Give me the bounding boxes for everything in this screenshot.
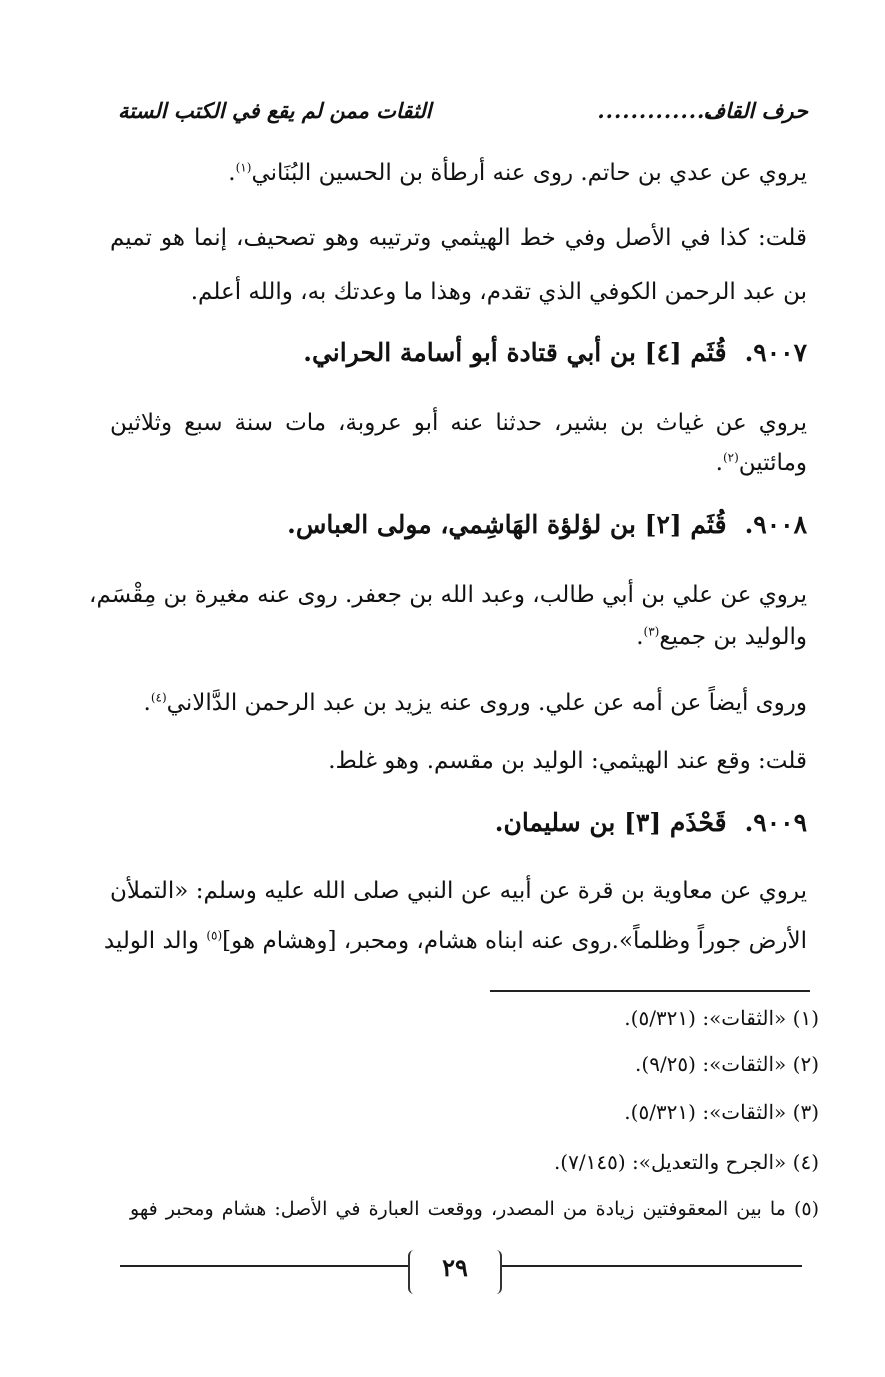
footnote-5: (٥) ما بين المعقوفتين زيادة من المصدر، ووقعت العبارة في الأصل: هشام ومحبر فهو bbox=[130, 1198, 819, 1220]
footnote-ref: (٤) bbox=[150, 690, 167, 705]
bottom-rule-right bbox=[496, 1265, 802, 1267]
section-name: حرف القاف bbox=[703, 98, 808, 123]
paragraph-line: يروي عن غياث بن بشير، حدثنا عنه أبو عروبة، مات سنة سبع وثلاثين bbox=[110, 410, 807, 436]
paragraph-line bbox=[103, 928, 807, 956]
line-end: . bbox=[228, 160, 236, 186]
page-number: ٢٩ bbox=[408, 1250, 502, 1294]
paragraph-line: قلت: وقع عند الهيثمي: الوليد بن مقسم. وهو غلط. bbox=[328, 748, 807, 774]
entry-number: ٩٠٠٨. bbox=[744, 510, 807, 539]
footnote-1: (١) «الثقات»: (٥/٣٢١). bbox=[624, 1006, 819, 1030]
running-header bbox=[118, 98, 808, 138]
entry-number: ٩٠٠٧. bbox=[744, 338, 807, 367]
line-end: . bbox=[143, 690, 151, 716]
footnote-ref: (٢) bbox=[722, 450, 739, 465]
bottom-rule-left bbox=[120, 1265, 410, 1267]
line-text: ومائتين bbox=[738, 450, 807, 476]
paragraph-line bbox=[716, 450, 807, 478]
entry-title: قُثَم [٢] بن لؤلؤة الهَاشِمي، مولى العباس. bbox=[287, 510, 727, 539]
paragraph-line: قلت: كذا في الأصل وفي خط الهيثمي وترتيبه وهو تصحيف، إنما هو تميم bbox=[110, 225, 807, 251]
footnote-4: (٤) «الجرح والتعديل»: (٧/١٤٥). bbox=[553, 1150, 819, 1174]
footnote-ref: (١) bbox=[235, 160, 252, 175]
paragraph-line: يروي عن معاوية بن قرة عن أبيه عن النبي صلى الله عليه وسلم: «التملأن bbox=[110, 878, 807, 904]
line-text: والوليد بن جميع bbox=[659, 624, 807, 650]
entry-title: قَحْذَم [٣] بن سليمان. bbox=[494, 808, 727, 837]
entry-heading-9007 bbox=[303, 338, 807, 368]
entry-heading-9009 bbox=[495, 808, 807, 838]
line-text: الأرض جوراً وظلماً».روى عنه ابناه هشام، ومحبر، [وهشام هو] bbox=[222, 928, 807, 954]
line-end: . bbox=[636, 624, 644, 650]
footnote-ref: (٣) bbox=[643, 624, 660, 639]
line-end: . bbox=[715, 450, 723, 476]
footnote-2: (٢) «الثقات»: (٩/٢٥). bbox=[635, 1052, 819, 1076]
paragraph-line: بن عبد الرحمن الكوفي الذي تقدم، وهذا ما وعدتك به، والله أعلم. bbox=[190, 279, 807, 305]
book-title: الثقات ممن لم يقع في الكتب الستة bbox=[118, 98, 432, 123]
paragraph-line bbox=[228, 160, 807, 188]
paragraph-line: يروي عن علي بن أبي طالب، وعبد الله بن جعفر. روى عنه مغيرة بن مِقْسَم، bbox=[89, 582, 807, 608]
footnote-3: (٣) «الثقات»: (٥/٣٢١). bbox=[624, 1100, 819, 1124]
footnote-ref: (٥) bbox=[206, 928, 223, 943]
paragraph-line bbox=[636, 624, 807, 652]
entry-title: قُثَم [٤] بن أبي قتادة أبو أسامة الحراني. bbox=[303, 338, 727, 367]
line-text: يروي عن عدي بن حاتم. روى عنه أرطأة بن الحسين البُنَاني bbox=[251, 160, 807, 186]
header-dots: ............... bbox=[597, 98, 722, 123]
entry-number: ٩٠٠٩. bbox=[744, 808, 807, 837]
entry-heading-9008 bbox=[287, 510, 807, 540]
line-end: والد الوليد bbox=[103, 928, 207, 954]
footnote-separator bbox=[490, 990, 810, 992]
line-text: وروى أيضاً عن أمه عن علي. وروى عنه يزيد بن عبد الرحمن الدَّالاني bbox=[166, 690, 807, 716]
paragraph-line bbox=[144, 690, 807, 718]
